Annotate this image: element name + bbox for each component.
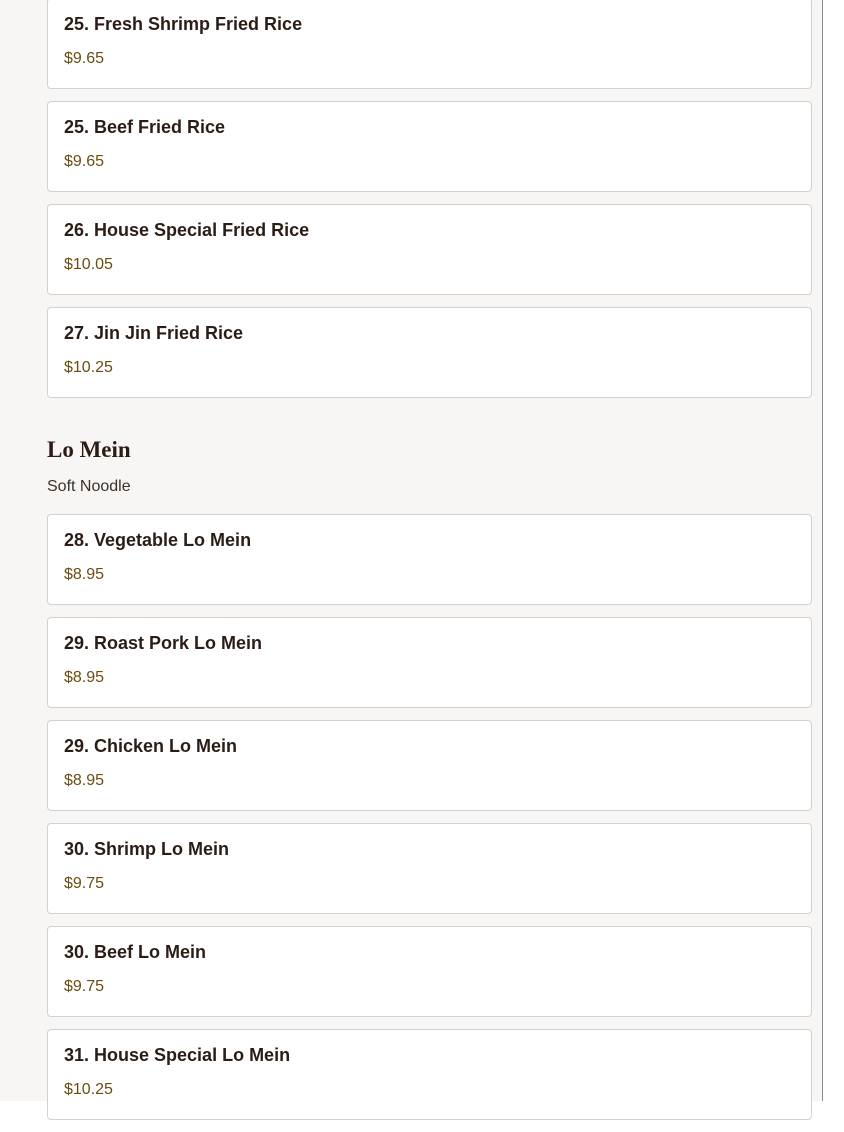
menu-item-price: $10.05 bbox=[64, 256, 113, 273]
menu-item-price: $8.95 bbox=[64, 566, 105, 583]
menu-item-price: $9.75 bbox=[64, 978, 105, 995]
menu-item-name: 29. Roast Pork Lo Mein bbox=[64, 633, 263, 653]
menu-item-card[interactable] bbox=[47, 0, 812, 89]
menu-item-name: 25. Fresh Shrimp Fried Rice bbox=[64, 14, 303, 34]
menu-item-card[interactable] bbox=[47, 617, 812, 708]
menu-item-card[interactable] bbox=[47, 101, 812, 192]
menu-item-name: 26. House Special Fried Rice bbox=[64, 220, 310, 240]
menu-item-card[interactable] bbox=[47, 823, 812, 914]
lo-mein-items bbox=[47, 514, 812, 1132]
menu-item-name: 30. Beef Lo Mein bbox=[64, 942, 207, 962]
section-title: Lo Mein bbox=[47, 437, 131, 462]
menu-item-card[interactable] bbox=[47, 926, 812, 1017]
menu-item-name: 29. Chicken Lo Mein bbox=[64, 736, 238, 756]
menu-item-card[interactable] bbox=[47, 307, 812, 398]
fried-rice-items bbox=[47, 0, 812, 410]
menu-item-name: 25. Beef Fried Rice bbox=[64, 117, 226, 137]
menu-item-price: $9.65 bbox=[64, 50, 105, 67]
menu-item-price: $8.95 bbox=[64, 772, 105, 789]
menu-item-card[interactable] bbox=[47, 204, 812, 295]
menu-item-name: 31. House Special Lo Mein bbox=[64, 1045, 291, 1065]
menu-item-name: 30. Shrimp Lo Mein bbox=[64, 839, 230, 859]
menu-item-price: $9.65 bbox=[64, 153, 105, 170]
menu-item-card[interactable] bbox=[47, 1029, 812, 1120]
menu-item-card[interactable] bbox=[47, 720, 812, 811]
menu-item-card[interactable] bbox=[47, 514, 812, 605]
menu-item-name: 27. Jin Jin Fried Rice bbox=[64, 323, 244, 343]
section-subtitle: Soft Noodle bbox=[47, 478, 131, 495]
menu-item-price: $10.25 bbox=[64, 359, 113, 376]
menu-item-name: 28. Vegetable Lo Mein bbox=[64, 530, 252, 550]
menu-item-price: $10.25 bbox=[64, 1081, 113, 1098]
menu-item-price: $9.75 bbox=[64, 875, 105, 892]
menu-item-price: $8.95 bbox=[64, 669, 105, 686]
